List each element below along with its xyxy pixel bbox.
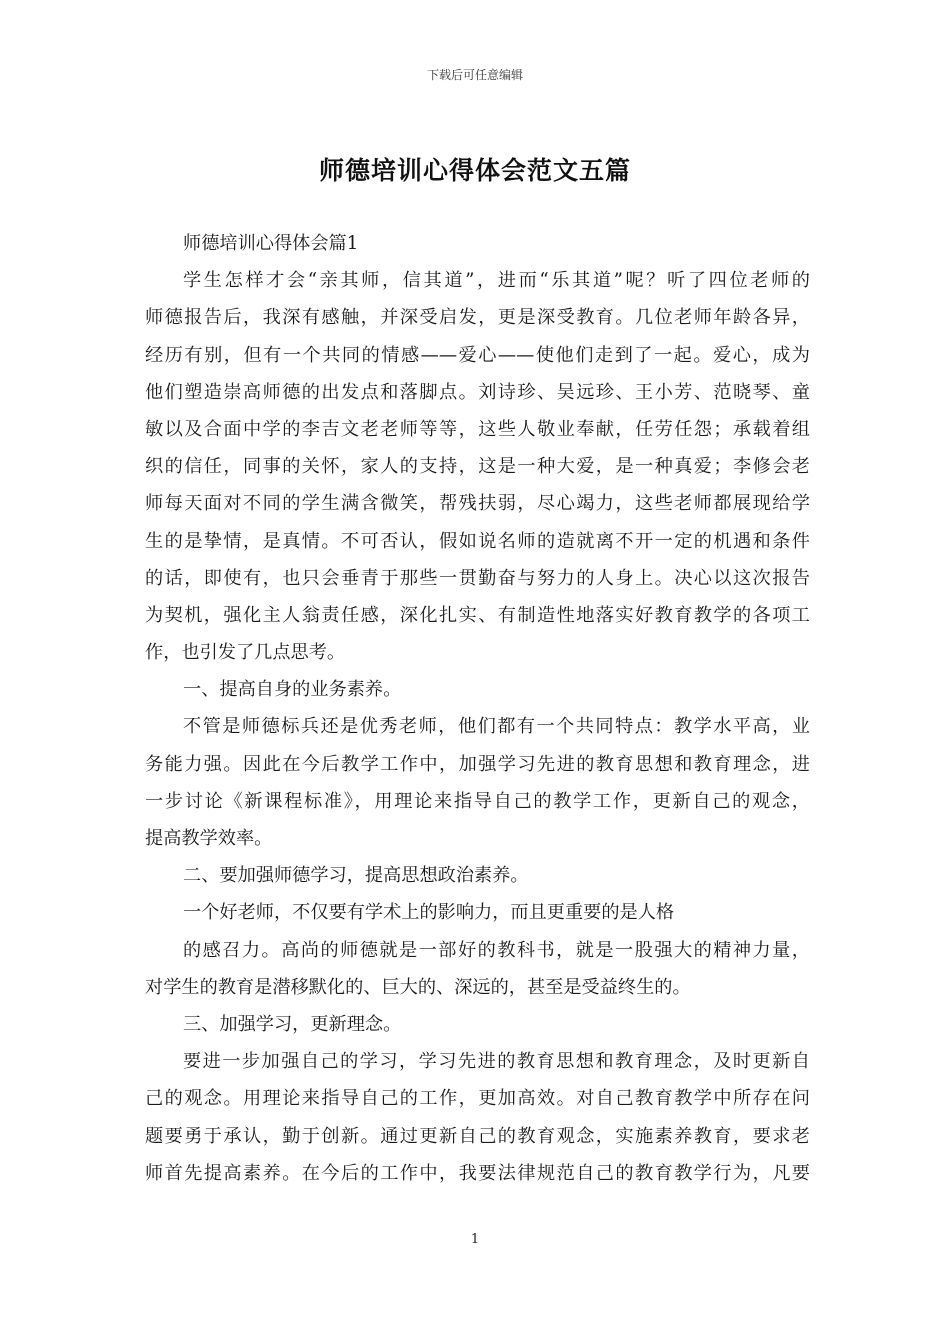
text-line: 师每天面对不同的学生满含微笑，帮残扶弱，尽心竭力，这些老师都展现给学 bbox=[145, 493, 810, 515]
text-line: 的感召力。高尚的师德就是一部好的教科书，就是一股强大的精神力量， bbox=[183, 939, 810, 961]
text-line: 师首先提高素养。在今后的工作中，我要法律规范自己的教育教学行为，凡要 bbox=[145, 1162, 810, 1184]
text-line: 务能力强。因此在今后教学工作中，加强学习先进的教育思想和教育理念，进 bbox=[145, 753, 810, 775]
text-line: 学生怎样才会“亲其师，信其道”，进而“乐其道”呢？听了四位老师的 bbox=[183, 270, 810, 292]
text-line: 他们塑造崇高师德的出发点和落脚点。刘诗珍、吴远珍、王小芳、范晓琴、童 bbox=[145, 381, 810, 403]
text-line: 师德报告后，我深有感触，并深受启发，更是深受教育。几位老师年龄各异， bbox=[145, 307, 810, 329]
document-title: 师德培训心得体会范文五篇 bbox=[318, 156, 631, 185]
text-line: 己的观念。用理论来指导自己的工作，更加高效。对自己教育教学中所存在问 bbox=[145, 1088, 810, 1110]
text-line: 经历有别，但有一个共同的情感——爱心——使他们走到了一起。爱心，成为 bbox=[145, 344, 810, 366]
text-line: 二、要加强师德学习，提高思想政治素养。 bbox=[183, 865, 529, 887]
text-line: 师德培训心得体会篇1 bbox=[183, 233, 359, 254]
text-line: 为契机，强化主人翁责任感，深化扎实、有制造性地落实好教育教学的各项工 bbox=[145, 604, 810, 626]
text-line: 对学生的教育是潜移默化的、巨大的、深远的，甚至是受益终生的。 bbox=[145, 976, 691, 998]
text-line: 提高教学效率。 bbox=[145, 828, 273, 849]
text-line: 一步讨论《新课程标准》，用理论来指导自己的教学工作，更新自己的观念， bbox=[145, 790, 810, 812]
text-line: 要进一步加强自己的学习，学习先进的教育思想和教育理念，及时更新自 bbox=[183, 1051, 810, 1073]
text-line: 三、加强学习，更新理念。 bbox=[183, 1013, 402, 1035]
page-number: 1 bbox=[470, 1232, 480, 1247]
text-line: 不管是师德标兵还是优秀老师，他们都有一个共同特点：教学水平高，业 bbox=[183, 716, 810, 738]
text-line: 敏以及合面中学的李吉文老老师等等，这些人敬业奉献，任劳任怨；承载着组 bbox=[145, 418, 810, 440]
text-line: 题要勇于承认，勤于创新。通过更新自己的教育观念，实施素养教育，要求老 bbox=[145, 1125, 810, 1147]
text-line: 作，也引发了几点思考。 bbox=[145, 642, 346, 664]
header-note: 下载后可任意编辑 bbox=[426, 68, 523, 82]
text-line: 一个好老师，不仅要有学术上的影响力，而且更重要的是人格 bbox=[183, 902, 675, 924]
document-body bbox=[145, 225, 810, 1192]
text-line: 一、提高自身的业务素养。 bbox=[183, 679, 402, 701]
text-line: 生的是挚情，是真情。不可否认，假如说名师的造就离不开一定的机遇和条件 bbox=[145, 530, 810, 552]
text-line: 织的信任，同事的关怀，家人的支持，这是一种大爱，是一种真爱；李修会老 bbox=[145, 456, 810, 478]
text-line: 的话，即使有，也只会垂青于那些一贯勤奋与努力的人身上。决心以这次报告 bbox=[145, 567, 810, 589]
